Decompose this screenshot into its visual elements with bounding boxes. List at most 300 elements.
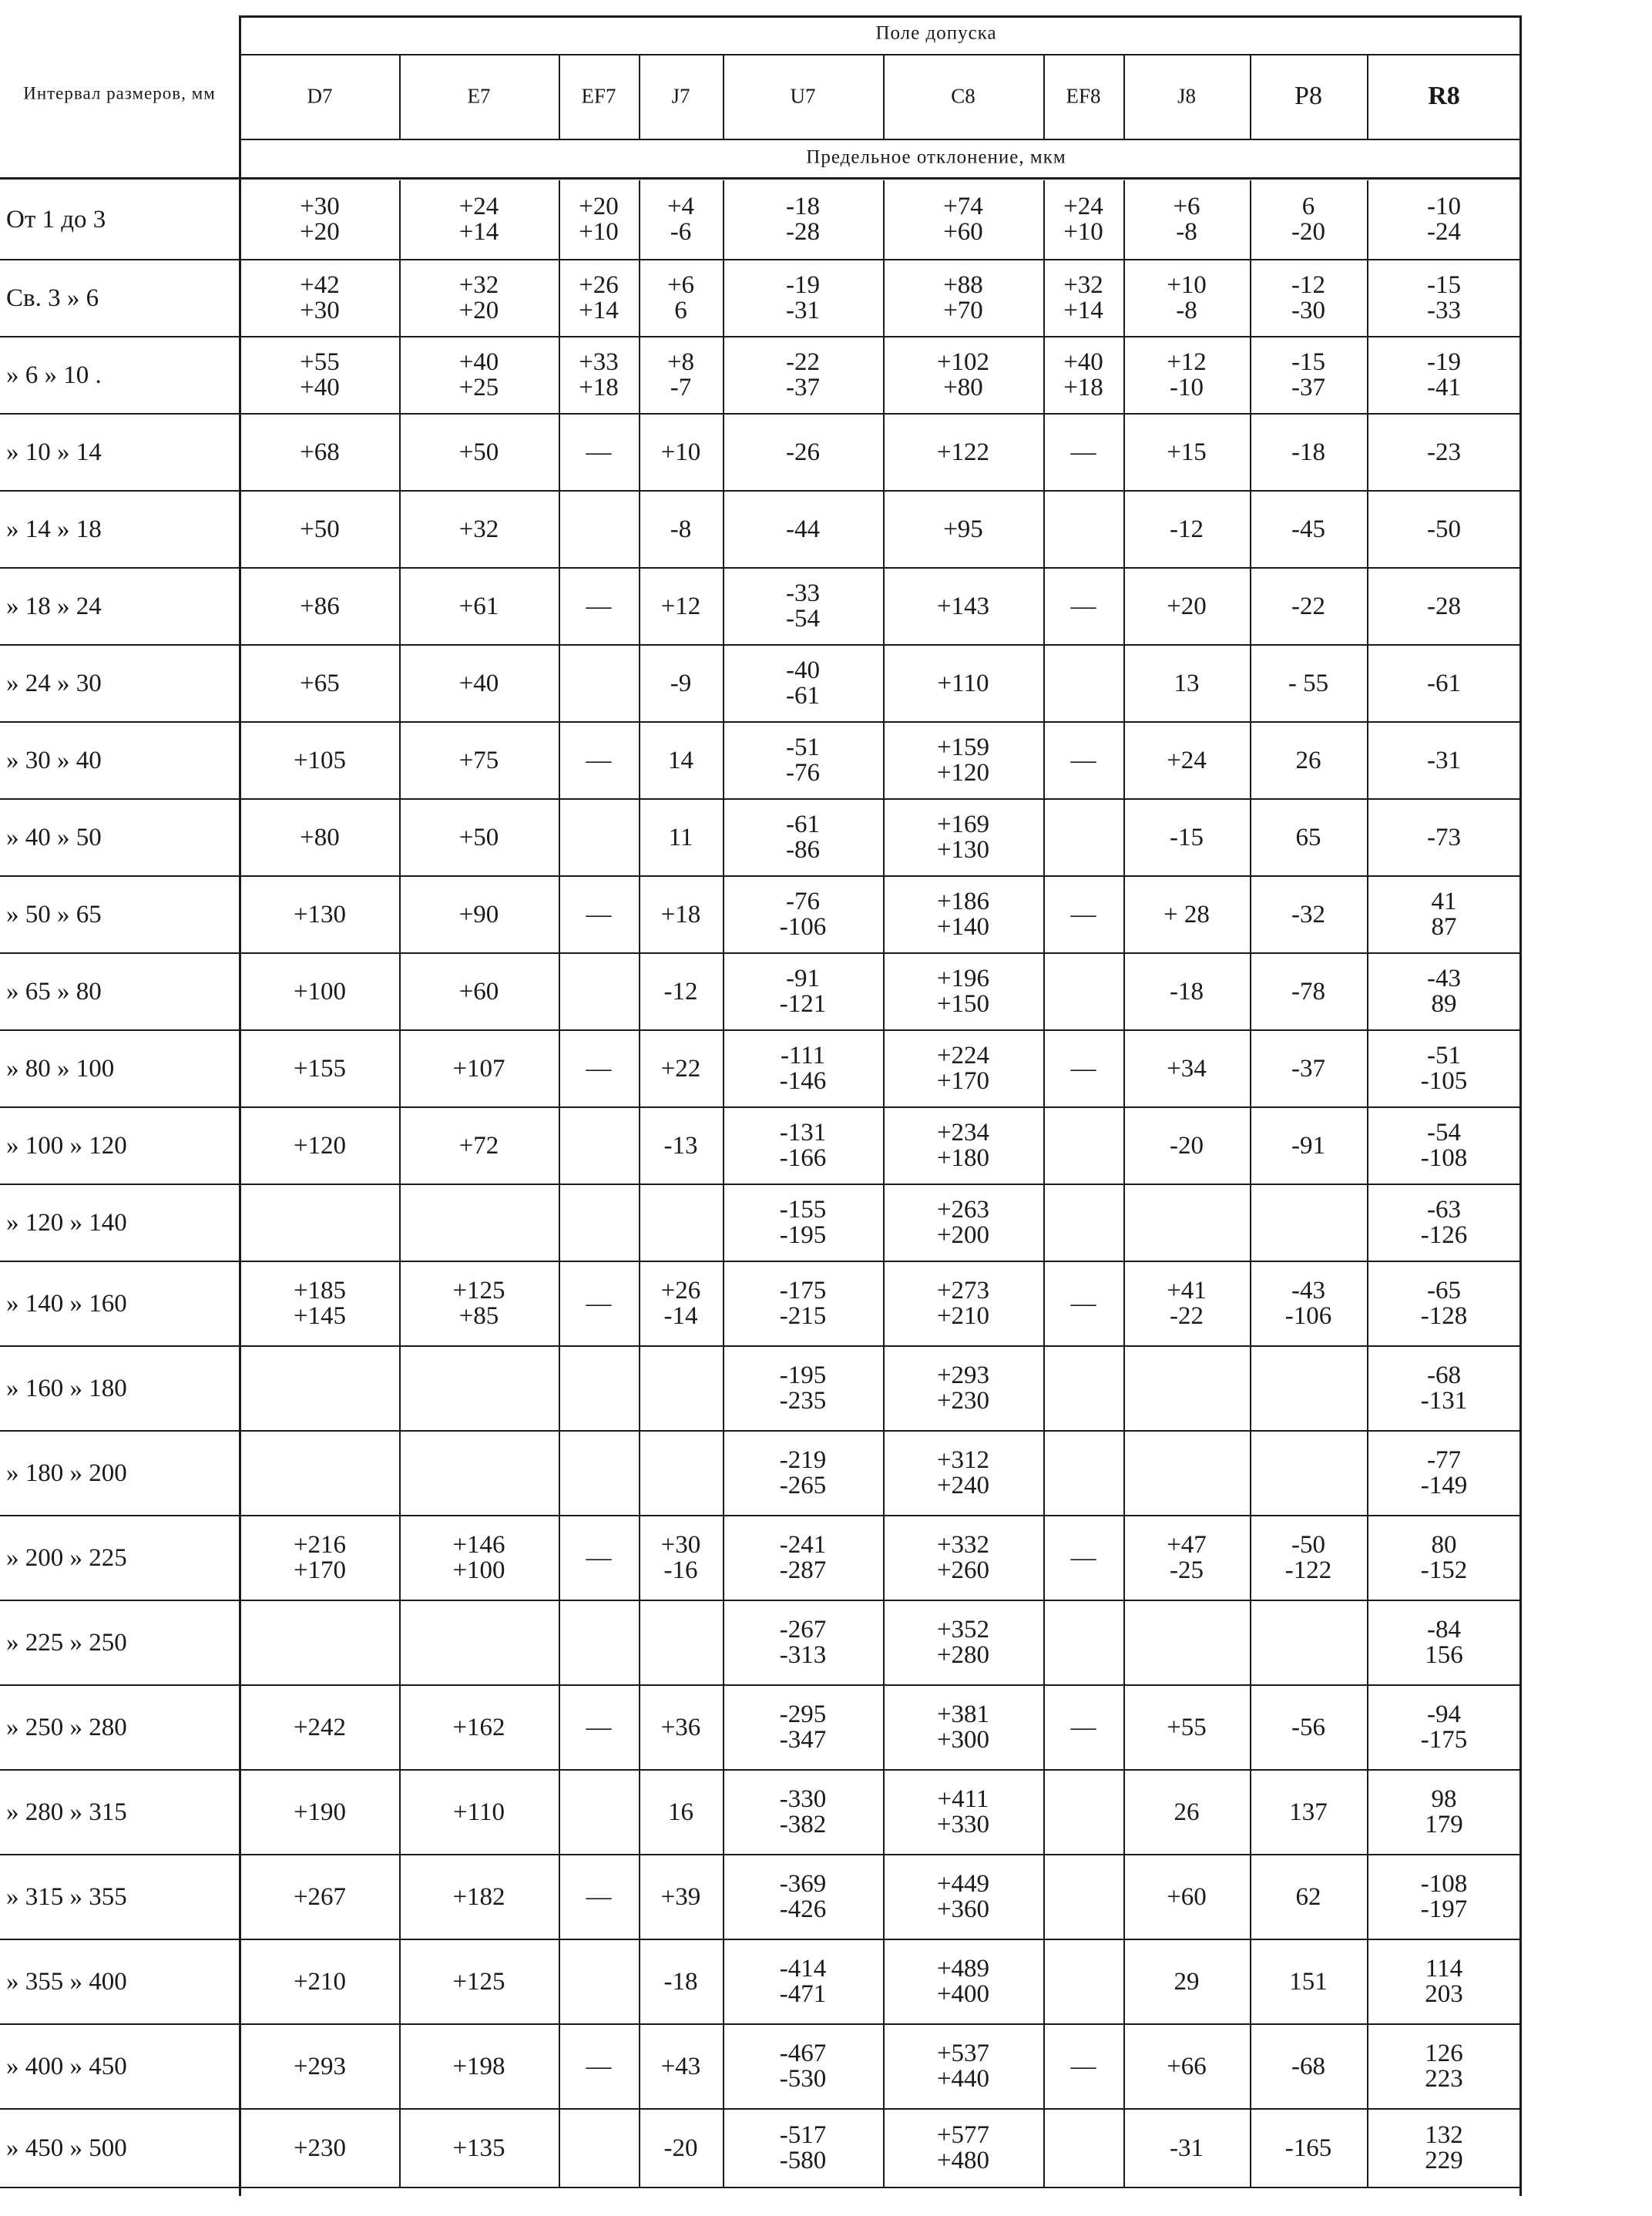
cell-ef7 — [586, 594, 612, 619]
cell-value: -43 — [1427, 965, 1461, 992]
cell-r8 — [1425, 1617, 1463, 1668]
cell-value: -31 — [1170, 2134, 1204, 2162]
cell-value: -20 — [1170, 1132, 1204, 1160]
cell-value: — — [1070, 747, 1096, 774]
cell-value: +20 — [1167, 593, 1207, 620]
cell-value: +24 — [1063, 193, 1103, 220]
cell-value: 41 — [1431, 888, 1457, 915]
cell-value: 203 — [1425, 1980, 1463, 2008]
cell-value: +186 — [936, 888, 990, 915]
cell-j7 — [668, 748, 693, 774]
cell-value: +267 — [293, 1883, 347, 1911]
cell-value: +130 — [293, 901, 347, 928]
row-label: » 40 » 50 — [6, 824, 102, 851]
cell-value: -22 — [1170, 1302, 1204, 1330]
cell-value: -76 — [786, 759, 820, 787]
row-rule — [0, 1600, 1521, 1601]
cell-r8 — [1421, 1533, 1468, 1583]
cell-value: +145 — [293, 1302, 347, 1330]
cell-value: +100 — [452, 1556, 505, 1584]
cell-j8 — [1167, 1885, 1207, 1910]
cell-value: +12 — [1167, 348, 1207, 376]
cell-value: -45 — [1291, 515, 1325, 543]
cell-u7 — [780, 2041, 827, 2092]
cell-value: — — [586, 1290, 612, 1318]
cell-value: +10 — [660, 438, 701, 466]
cell-value: -30 — [1291, 297, 1325, 324]
cell-value: -26 — [786, 438, 820, 466]
cell-value: 62 — [1295, 1883, 1321, 1911]
cell-value: -16 — [663, 1556, 698, 1584]
row-rule — [0, 1029, 1521, 1031]
cell-value: -28 — [1427, 593, 1461, 620]
cell-c8 — [937, 1617, 989, 1668]
cell-value: +122 — [936, 438, 990, 466]
cell-value: -426 — [779, 1895, 827, 1923]
cell-p8 — [1291, 1056, 1325, 1082]
cell-value: +198 — [452, 2053, 505, 2080]
cell-r8 — [1427, 825, 1461, 851]
rule-col-header — [1043, 54, 1045, 139]
cell-value: +86 — [300, 593, 340, 620]
cell-value: +75 — [458, 747, 499, 774]
cell-value: -77 — [1427, 1446, 1461, 1474]
cell-d7 — [294, 1885, 346, 1910]
column-header: E7 — [467, 84, 491, 108]
cell-e7 — [459, 194, 499, 245]
cell-value: +65 — [300, 670, 340, 697]
cell-p8 — [1291, 979, 1325, 1005]
cell-value: +293 — [936, 1361, 990, 1389]
cell-e7 — [459, 440, 499, 465]
cell-value: +39 — [660, 1883, 701, 1911]
cell-value: -382 — [779, 1811, 827, 1838]
cell-value: -51 — [1427, 1042, 1461, 1069]
cell-value: -15 — [1427, 271, 1461, 299]
cell-value: +20 — [300, 218, 340, 246]
cell-e7 — [459, 825, 499, 851]
cell-value: +60 — [1167, 1883, 1207, 1911]
cell-value: -241 — [779, 1531, 827, 1559]
cell-u7 — [780, 1702, 827, 1753]
cell-value: +411 — [937, 1785, 989, 1813]
cell-value: -94 — [1427, 1701, 1461, 1728]
cell-value: -20 — [663, 2134, 698, 2162]
cell-c8 — [937, 1448, 989, 1499]
row-rule — [0, 336, 1521, 337]
cell-j7 — [661, 1533, 701, 1583]
cell-value: +182 — [452, 1883, 505, 1911]
cell-value: +577 — [936, 2121, 990, 2149]
cell-value: -18 — [786, 193, 820, 220]
cell-value: +196 — [936, 965, 990, 992]
cell-value: -175 — [1420, 1726, 1468, 1754]
cell-value: +20 — [458, 297, 499, 324]
cell-value: +18 — [660, 901, 701, 928]
cell-value: -18 — [1170, 978, 1204, 1006]
cell-value: -54 — [1427, 1119, 1461, 1147]
rule-header-bottom — [0, 177, 1521, 180]
cell-value: -105 — [1420, 1067, 1468, 1095]
cell-value: +25 — [458, 374, 499, 401]
cell-value: +170 — [936, 1067, 990, 1095]
row-rule — [0, 1184, 1521, 1185]
cell-value: +88 — [943, 271, 983, 299]
cell-value: — — [1070, 438, 1096, 466]
cell-u7 — [780, 1363, 827, 1414]
cell-c8 — [937, 2123, 989, 2174]
row-label: » 24 » 30 — [6, 670, 102, 697]
cell-value: 89 — [1431, 990, 1457, 1018]
column-header: C8 — [951, 84, 975, 108]
cell-ef8 — [1071, 1291, 1096, 1317]
cell-value: +135 — [452, 2134, 505, 2162]
cell-value: 223 — [1425, 2065, 1463, 2093]
cell-value: +185 — [293, 1277, 347, 1304]
rule-top — [240, 15, 1521, 18]
cell-j8 — [1173, 194, 1200, 245]
cell-j7 — [661, 594, 701, 619]
cell-value: -54 — [786, 605, 820, 633]
cell-value: -108 — [1420, 1870, 1468, 1898]
cell-r8 — [1427, 594, 1461, 619]
row-rule — [0, 259, 1521, 260]
cell-value: +537 — [936, 2040, 990, 2067]
cell-value: +159 — [936, 734, 990, 761]
row-rule — [0, 567, 1521, 569]
cell-j8 — [1174, 1800, 1200, 1825]
cell-value: -15 — [1170, 824, 1204, 851]
row-rule — [0, 721, 1521, 723]
cell-u7 — [786, 273, 820, 324]
cell-value: +24 — [1167, 747, 1207, 774]
cell-u7 — [780, 1956, 827, 2007]
cell-value: +312 — [936, 1446, 990, 1474]
cell-value: -24 — [1427, 218, 1461, 246]
cell-ef7 — [586, 1885, 612, 1910]
cell-value: +24 — [458, 193, 499, 220]
cell-value: +50 — [458, 824, 499, 851]
cell-value: -131 — [1420, 1387, 1468, 1415]
cell-p8 — [1291, 1715, 1325, 1741]
row-label: » 280 » 315 — [6, 1798, 127, 1826]
cell-r8 — [1425, 2123, 1463, 2174]
cell-ef8 — [1063, 350, 1103, 401]
rule-col-header — [1123, 54, 1125, 139]
cell-j8 — [1170, 517, 1204, 542]
rule-col-header — [1367, 54, 1368, 139]
cell-r8 — [1427, 273, 1461, 324]
cell-value: -126 — [1420, 1221, 1468, 1249]
cell-value: +352 — [936, 1616, 990, 1644]
cell-value: +260 — [936, 1556, 990, 1584]
cell-value: +140 — [936, 913, 990, 941]
cell-value: -7 — [670, 374, 692, 401]
cell-value: -10 — [1170, 374, 1204, 401]
cell-value: +330 — [936, 1811, 990, 1838]
row-rule — [0, 1939, 1521, 1940]
cell-value: -15 — [1291, 348, 1325, 376]
cell-u7 — [780, 1617, 827, 1668]
cell-value: +273 — [936, 1277, 990, 1304]
cell-p8 — [1291, 350, 1325, 401]
cell-u7 — [780, 966, 827, 1017]
cell-value: +263 — [936, 1196, 990, 1224]
cell-p8 — [1291, 517, 1325, 542]
cell-value: 87 — [1431, 913, 1457, 941]
cell-value: +47 — [1167, 1531, 1207, 1559]
cell-value: -22 — [1291, 593, 1325, 620]
cell-value: +41 — [1167, 1277, 1207, 1304]
cell-value: 13 — [1174, 670, 1200, 697]
row-label: » 315 » 355 — [6, 1883, 127, 1911]
cell-j8 — [1170, 825, 1204, 851]
cell-value: -40 — [786, 656, 820, 684]
rule-label-col — [239, 15, 241, 2196]
cell-j8 — [1167, 1278, 1207, 1329]
cell-value: +170 — [293, 1556, 347, 1584]
cell-value: -165 — [1284, 2134, 1332, 2162]
cell-value: 229 — [1425, 2147, 1463, 2174]
cell-value: +230 — [936, 1387, 990, 1415]
cell-value: +70 — [943, 297, 983, 324]
cell-value: -63 — [1427, 1196, 1461, 1224]
cell-value: +40 — [458, 348, 499, 376]
cell-e7 — [459, 671, 499, 697]
cell-p8 — [1291, 273, 1325, 324]
cell-value: -369 — [779, 1870, 827, 1898]
cell-j7 — [661, 902, 701, 928]
rule-col-header — [1250, 54, 1251, 139]
cell-value: +110 — [937, 670, 989, 697]
cell-c8 — [937, 966, 989, 1017]
cell-c8 — [943, 194, 983, 245]
cell-value: -467 — [779, 2040, 827, 2067]
row-label: » 450 » 500 — [6, 2134, 127, 2162]
row-rule — [0, 2108, 1521, 2110]
cell-d7 — [300, 517, 340, 542]
cell-d7 — [300, 350, 340, 401]
cell-value: +332 — [936, 1531, 990, 1559]
rule-col-header — [723, 54, 724, 139]
cell-d7 — [294, 979, 346, 1005]
cell-e7 — [452, 1533, 505, 1583]
cell-j7 — [664, 979, 698, 1005]
cell-value: — — [586, 1883, 612, 1911]
cell-value: +130 — [936, 836, 990, 864]
cell-e7 — [453, 1800, 505, 1825]
cell-d7 — [294, 748, 346, 774]
cell-j7 — [661, 440, 701, 465]
cell-c8 — [937, 1872, 989, 1922]
cell-value: -530 — [779, 2065, 827, 2093]
cell-value: 6 — [1301, 193, 1315, 220]
cell-c8 — [937, 1363, 989, 1414]
row-rule — [0, 1769, 1521, 1771]
cell-d7 — [294, 1800, 346, 1825]
cell-j8 — [1167, 273, 1207, 324]
cell-value: +150 — [936, 990, 990, 1018]
cell-d7 — [294, 1715, 346, 1741]
cell-value: -235 — [779, 1387, 827, 1415]
cell-e7 — [459, 748, 499, 774]
cell-j7 — [661, 1715, 701, 1741]
cell-value: -517 — [779, 2121, 827, 2149]
row-rule — [0, 1345, 1521, 1347]
cell-e7 — [452, 1056, 505, 1082]
cell-value: +105 — [293, 747, 347, 774]
cell-value: — — [586, 2053, 612, 2080]
cell-value: 14 — [668, 747, 693, 774]
cell-c8 — [937, 1197, 989, 1248]
row-label: » 160 » 180 — [6, 1375, 127, 1402]
cell-j8 — [1167, 1715, 1207, 1741]
cell-d7 — [300, 273, 340, 324]
cell-value: +293 — [293, 2053, 347, 2080]
cell-value: +26 — [660, 1277, 701, 1304]
cell-value: +234 — [936, 1119, 990, 1147]
cell-ef7 — [586, 902, 612, 928]
cell-u7 — [780, 2123, 827, 2174]
cell-c8 — [937, 1120, 989, 1171]
cell-value: -61 — [786, 682, 820, 710]
cell-r8 — [1425, 1956, 1463, 2007]
cell-j7 — [670, 517, 692, 542]
cell-value: — — [1070, 1290, 1096, 1318]
cell-d7 — [300, 194, 340, 245]
cell-u7 — [786, 517, 820, 542]
row-label: » 250 » 280 — [6, 1714, 127, 1741]
cell-value: -287 — [779, 1556, 827, 1584]
cell-value: +6 — [667, 271, 695, 299]
cell-d7 — [294, 1969, 346, 1995]
cell-p8 — [1296, 1885, 1321, 1910]
cell-r8 — [1421, 1197, 1468, 1248]
cell-value: +14 — [1063, 297, 1103, 324]
cell-c8 — [937, 1533, 989, 1583]
cell-value: + 28 — [1163, 901, 1210, 928]
cell-d7 — [294, 1533, 346, 1583]
cell-d7 — [300, 440, 340, 465]
cell-value: -61 — [786, 811, 820, 838]
cell-value: +224 — [936, 1042, 990, 1069]
cell-value: — — [586, 593, 612, 620]
rule-col-header — [399, 54, 401, 139]
cell-j7 — [661, 1885, 701, 1910]
cell-value: -91 — [786, 965, 820, 992]
cell-value: — — [586, 438, 612, 466]
cell-u7 — [786, 735, 820, 786]
row-rule — [0, 1261, 1521, 1262]
row-label: » 30 » 40 — [6, 747, 102, 774]
cell-value: -265 — [779, 1472, 827, 1499]
cell-value: -86 — [786, 836, 820, 864]
cell-e7 — [459, 350, 499, 401]
cell-value: -166 — [779, 1144, 827, 1172]
cell-e7 — [452, 1715, 505, 1741]
cell-value: -8 — [670, 515, 692, 543]
cell-value: +32 — [458, 271, 499, 299]
cell-r8 — [1421, 1448, 1468, 1499]
row-label: » 140 » 160 — [6, 1290, 127, 1318]
cell-value: 80 — [1431, 1531, 1457, 1559]
cell-r8 — [1427, 440, 1461, 465]
cell-ef8 — [1071, 440, 1096, 465]
cell-value: +32 — [1063, 271, 1103, 299]
cell-value: -31 — [786, 297, 820, 324]
cell-c8 — [937, 1702, 989, 1753]
cell-value: +18 — [1063, 374, 1103, 401]
cell-j7 — [661, 1056, 701, 1082]
cell-r8 — [1421, 1702, 1468, 1753]
cell-value: +143 — [936, 593, 990, 620]
cell-d7 — [294, 2136, 346, 2161]
row-label: От 1 до 3 — [6, 206, 106, 233]
cell-value: +180 — [936, 1144, 990, 1172]
cell-value: -14 — [663, 1302, 698, 1330]
cell-value: -68 — [1291, 2053, 1325, 2080]
cell-value: -12 — [663, 978, 698, 1006]
cell-e7 — [452, 2136, 505, 2161]
row-label: » 200 » 225 — [6, 1544, 127, 1572]
cell-c8 — [937, 812, 989, 863]
cell-value: +61 — [458, 593, 499, 620]
row-rule — [0, 413, 1521, 415]
cell-d7 — [300, 671, 340, 697]
cell-value: -111 — [780, 1042, 826, 1069]
cell-value: -31 — [1427, 747, 1461, 774]
row-rule — [0, 1684, 1521, 1686]
row-rule — [0, 798, 1521, 800]
cell-value: +66 — [1167, 2053, 1207, 2080]
cell-value: +230 — [293, 2134, 347, 2162]
cell-value: +36 — [660, 1714, 701, 1741]
cell-value: 16 — [668, 1798, 693, 1826]
cell-c8 — [937, 1956, 989, 2007]
row-label: » 10 » 14 — [6, 438, 102, 466]
cell-value: +30 — [300, 193, 340, 220]
cell-j8 — [1167, 440, 1207, 465]
cell-value: +107 — [452, 1055, 505, 1083]
cell-value: +80 — [300, 824, 340, 851]
cell-j8 — [1174, 1969, 1200, 1995]
row-label: » 180 » 200 — [6, 1459, 127, 1487]
cell-value: -28 — [786, 218, 820, 246]
cell-value: +200 — [936, 1221, 990, 1249]
cell-j8 — [1167, 594, 1207, 619]
cell-c8 — [937, 2041, 989, 2092]
cell-ef7 — [586, 748, 612, 774]
cell-ef8 — [1071, 748, 1096, 774]
cell-j8 — [1170, 979, 1204, 1005]
cell-value: -13 — [663, 1132, 698, 1160]
rule-group-under — [240, 54, 1521, 55]
cell-value: - 55 — [1288, 670, 1329, 697]
cell-value: 65 — [1295, 824, 1321, 851]
cell-ef8 — [1071, 1546, 1096, 1571]
column-header: U7 — [790, 84, 816, 108]
cell-value: +190 — [293, 1798, 347, 1826]
cell-j7 — [667, 273, 694, 324]
cell-p8 — [1289, 1969, 1328, 1995]
cell-value: +10 — [1063, 218, 1103, 246]
cell-value: -12 — [1170, 515, 1204, 543]
cell-value: +400 — [936, 1980, 990, 2008]
column-header: R8 — [1428, 82, 1460, 110]
cell-value: +102 — [936, 348, 990, 376]
cell-r8 — [1427, 517, 1461, 542]
cell-value: +300 — [936, 1726, 990, 1754]
